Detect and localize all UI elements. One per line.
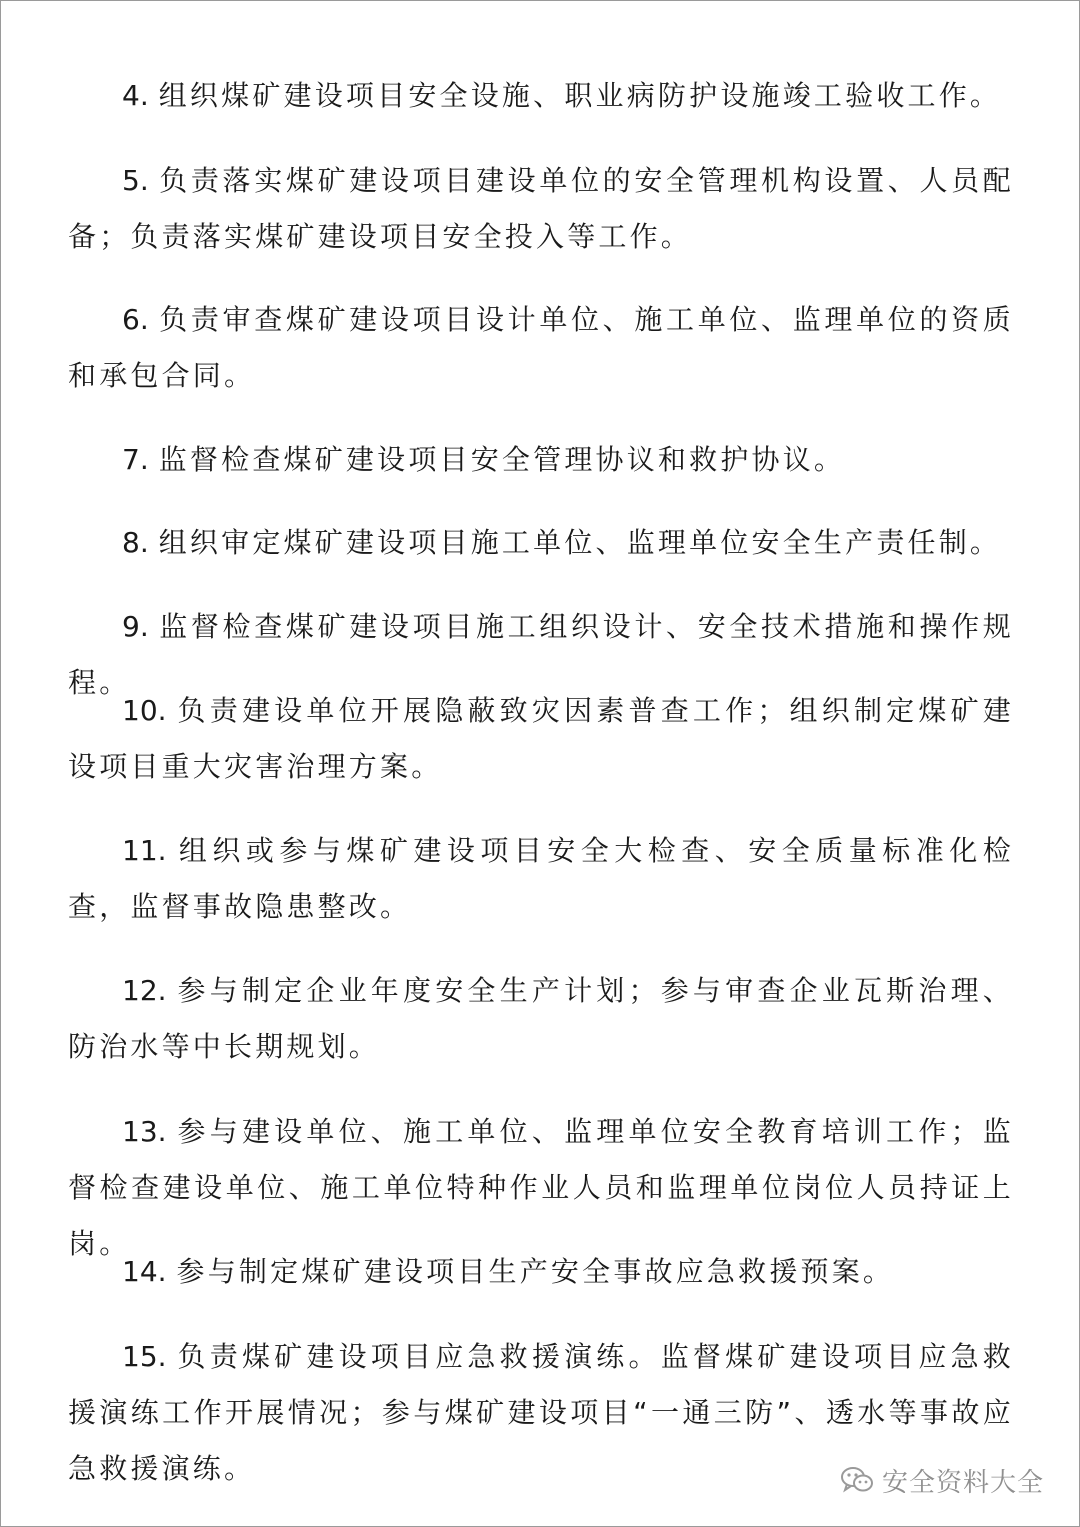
item-text: 监督检查煤矿建设项目安全管理协议和救护协议。 [158, 443, 846, 476]
item-5 [68, 153, 1014, 265]
item-text: 参与建设单位、施工单位、监理单位安全教育培训工作；监督检查建设单位、施工单位特种作业人员和监理单位岗位人员持证上岗。 [68, 1115, 1014, 1260]
wechat-icon [840, 1465, 874, 1495]
item-14 [68, 1244, 1014, 1300]
item-text: 负责审查煤矿建设项目设计单位、施工单位、监理单位的资质和承包合同。 [68, 303, 1014, 392]
watermark [840, 1458, 1044, 1502]
item-text: 负责建设单位开展隐蔽致灾因素普查工作；组织制定煤矿建设项目重大灾害治理方案。 [68, 694, 1014, 783]
item-number: 4. [122, 79, 149, 112]
watermark-text: 安全资料大全 [881, 1467, 1044, 1498]
item-text: 负责落实煤矿建设项目建设单位的安全管理机构设置、人员配备；负责落实煤矿建设项目安全投入等工作。 [68, 164, 1014, 253]
item-number: 13. [122, 1115, 167, 1148]
item-number: 9. [122, 610, 149, 643]
item-6 [68, 292, 1014, 404]
item-text: 监督检查煤矿建设项目施工组织设计、安全技术措施和操作规程。 [68, 610, 1014, 699]
item-number: 8. [122, 526, 149, 559]
item-number: 5. [122, 164, 149, 197]
item-text: 组织审定煤矿建设项目施工单位、监理单位安全生产责任制。 [158, 526, 1002, 559]
item-4 [68, 68, 1014, 124]
item-number: 7. [122, 443, 149, 476]
item-text: 组织或参与煤矿建设项目安全大检查、安全质量标准化检查，监督事故隐患整改。 [68, 834, 1014, 923]
item-text: 组织煤矿建设项目安全设施、职业病防护设施竣工验收工作。 [158, 79, 1002, 112]
item-number: 11. [122, 834, 167, 867]
item-text: 参与制定煤矿建设项目生产安全事故应急救援预案。 [176, 1255, 895, 1288]
item-number: 15. [122, 1340, 167, 1373]
item-11 [68, 823, 1014, 935]
item-7 [68, 432, 1014, 488]
item-number: 6. [122, 303, 149, 336]
item-number: 14. [122, 1255, 167, 1288]
item-number: 12. [122, 974, 167, 1007]
item-12 [68, 963, 1014, 1075]
item-10 [68, 683, 1014, 795]
item-text: 负责煤矿建设项目应急救援演练。监督煤矿建设项目应急救援演练工作开展情况；参与煤矿建设项目“一通三防”、透水等事故应急救援演练。 [68, 1340, 1014, 1485]
item-text: 参与制定企业年度安全生产计划；参与审查企业瓦斯治理、防治水等中长期规划。 [68, 974, 1014, 1063]
item-8 [68, 515, 1014, 571]
item-number: 10. [122, 694, 167, 727]
